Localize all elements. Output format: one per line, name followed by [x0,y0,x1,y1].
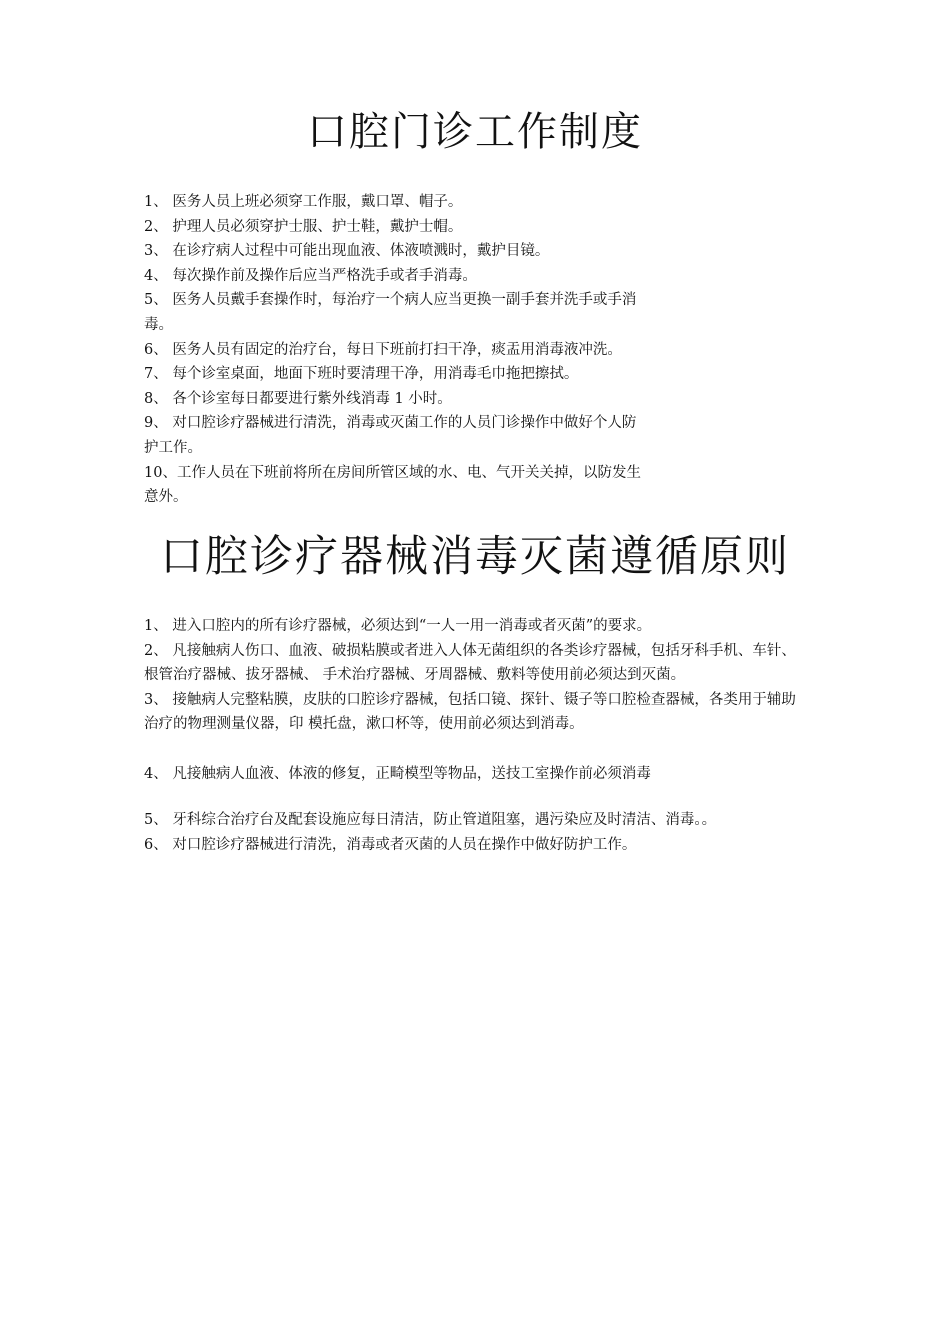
list-item [144,288,644,337]
section1-list [144,190,644,510]
item-number: 1、 [144,194,168,210]
section2-list [144,614,810,857]
list-item [144,239,644,264]
item-text: 进入口腔内的所有诊疗器械，必须达到“一人一用一消毒或者灭菌”的要求。 [167,618,652,634]
item-text: 凡接触病人血液、体液的修复，正畸模型等物品，送技工室操作前必须消毒 [167,765,651,782]
item-text: 在诊疗病人过程中可能出现血液、体液喷溅时，戴护目镜。 [167,243,550,260]
item-text: 医务人员戴手套操作时，每治疗一个病人应当更换一副手套并洗手或手消毒。 [144,292,637,333]
item-number: 2、 [144,218,168,235]
item-text: 对口腔诊疗器械进行清洗，消毒或灭菌工作的人员门诊操作中做好个人防护工作。 [144,415,637,456]
section2-title: 口腔诊疗器械消毒灭菌遵循原则 [160,532,790,582]
item-number: 2、 [144,642,168,659]
item-text: 工作人员在下班前将所在房间所管区域的水、电、气开关关掉，以防发生意外。 [144,464,641,506]
section1-title: 口腔门诊工作制度 [307,109,643,155]
item-number: 4、 [144,765,168,782]
item-text: 对口腔诊疗器械进行清洗，消毒或者灭菌的人员在操作中做好防护工作。 [167,836,637,853]
list-item [144,461,644,510]
item-number: 3、 [144,691,168,708]
item-number: 5、 [144,292,168,309]
item-number: 7、 [144,366,168,383]
item-text: 护理人员必须穿护士服、护士鞋，戴护士帽。 [167,218,463,235]
list-item [144,264,644,289]
item-text: 牙科综合治疗台及配套设施应每日清洁，防止管道阻塞，遇污染应及时清洁、消毒。。 [167,812,717,829]
list-item [144,411,644,460]
list-item [144,688,810,737]
list-item [144,833,810,858]
item-number: 8、 [144,390,168,407]
list-item [144,338,644,363]
item-text: 医务人员有固定的治疗台，每日下班前打扫干净，痰盂用消毒液冲洗。 [167,341,622,358]
item-number: 10、 [144,464,177,481]
list-item [144,387,644,412]
list-item [144,362,644,387]
list-item [144,190,644,215]
list-item [144,762,810,787]
item-text: 每次操作前及操作后应当严格洗手或者手消毒。 [167,267,477,284]
item-number: 4、 [144,267,168,284]
item-number: 9、 [144,415,168,432]
item-text: 各个诊室每日都要进行紫外线消毒 1 小时。 [167,390,452,407]
item-number: 3、 [144,243,168,260]
list-item [144,808,810,833]
list-item [144,639,810,688]
list-item [144,614,810,639]
item-number: 6、 [144,836,168,853]
item-text: 医务人员上班必须穿工作服，戴口罩、帽子。 [167,194,463,210]
item-number: 1、 [144,618,168,634]
item-text: 凡接触病人伤口、血液、破损粘膜或者进入人体无菌组织的各类诊疗器械，包括牙科手机、车针、根管治疗器械、拔牙器械、 手术治疗器械、牙周器械、敷料等使用前必须达到灭菌。 [144,642,796,684]
item-number: 6、 [144,341,168,358]
list-item [144,215,644,240]
item-number: 5、 [144,812,168,829]
item-text: 接触病人完整粘膜，皮肤的口腔诊疗器械，包括口镜、探针、镊子等口腔检查器械，各类用于辅助治疗的物理测量仪器，印 模托盘，漱口杯等，使用前必须达到消毒。 [144,691,796,733]
item-text: 每个诊室桌面，地面下班时要清理干净，用消毒毛巾拖把擦拭。 [167,366,579,383]
